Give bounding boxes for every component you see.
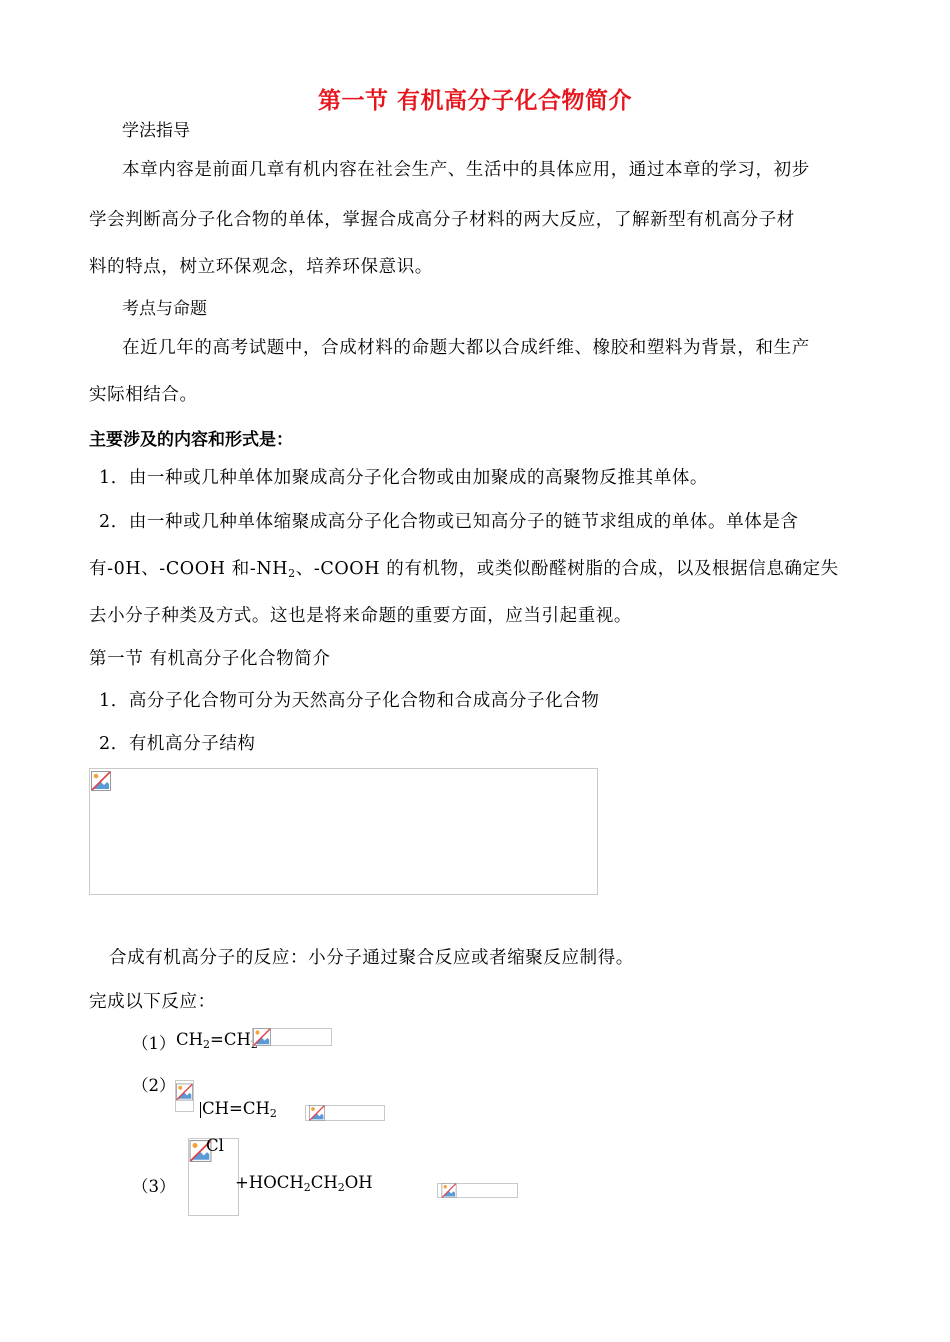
- structure-image-placeholder: [89, 768, 598, 895]
- item-2-line-1: 2．由一种或几种单体缩聚成高分子化合物或已知高分子的链节求组成的单体。单体是含: [99, 512, 799, 532]
- reaction-2-benzene-image: [175, 1080, 194, 1112]
- reaction-2-label: （2）: [132, 1076, 176, 1095]
- reaction-3-formula: $+HOCH_2CH_2OH$: [235, 1173, 373, 1194]
- reaction-2-product-image: [305, 1105, 385, 1121]
- reaction-1-label: （1）: [132, 1034, 176, 1053]
- broken-image-icon: [253, 1028, 271, 1046]
- reaction-1-formula: $CH_2=CH$: [176, 1030, 251, 1051]
- study-guide-line-3: 料的特点，树立环保观念，培养环保意识。: [89, 257, 433, 277]
- main-content-heading: 主要涉及的内容和形式是：: [89, 430, 293, 450]
- broken-image-icon: [438, 1183, 460, 1198]
- reaction-2-substituent: Cl: [206, 1136, 224, 1155]
- broken-image-icon: [91, 771, 111, 791]
- section-heading-study-guide: 学法指导: [122, 121, 190, 141]
- point-1: 1．高分子化合物可分为天然高分子化合物和合成高分子化合物: [99, 691, 600, 711]
- reaction-2-formula: $CH=CH_2$: [202, 1099, 277, 1120]
- exam-line-1: 在近几年的高考试题中，合成材料的命题大都以合成纤维、橡胶和塑料为背景，和生产: [122, 338, 810, 358]
- broken-image-icon: [306, 1105, 328, 1121]
- exam-line-2: 实际相结合。: [89, 385, 198, 405]
- item-2-line-3: 去小分子种类及方式。这也是将来命题的重要方面，应当引起重视。: [89, 606, 632, 626]
- reaction-intro: 合成有机高分子的反应：小分子通过聚合反应或者缩聚反应制得。: [109, 948, 634, 968]
- reaction-1-product-image: [252, 1028, 332, 1046]
- study-guide-line-1: 本章内容是前面几章有机内容在社会生产、生活中的具体应用，通过本章的学习，初步: [122, 160, 810, 180]
- reaction-3-product-image: [437, 1183, 518, 1198]
- broken-image-icon: [176, 1082, 193, 1102]
- page-title: 第一节 有机高分子化合物简介: [317, 88, 632, 114]
- study-guide-line-2: 学会判断高分子化合物的单体，掌握合成高分子材料的两大反应，了解新型有机高分子材: [89, 210, 795, 230]
- reaction-3-label: （3）: [132, 1177, 176, 1196]
- item-1: 1．由一种或几种单体加聚成高分子化合物或由加聚成的高聚物反推其单体。: [99, 468, 709, 488]
- reaction-2-bond-line: [200, 1102, 201, 1118]
- point-2: 2．有机高分子结构: [99, 734, 256, 754]
- section-heading-exam-points: 考点与命题: [122, 299, 207, 319]
- section-repeat-title: 第一节 有机高分子化合物简介: [89, 649, 331, 669]
- item-2-line-2: 有-0H、-COOH 和$-NH_2$、-COOH 的有机物，或类似酚醛树脂的合成，以及根据信息确定失: [89, 559, 839, 580]
- complete-following: 完成以下反应：: [89, 992, 216, 1012]
